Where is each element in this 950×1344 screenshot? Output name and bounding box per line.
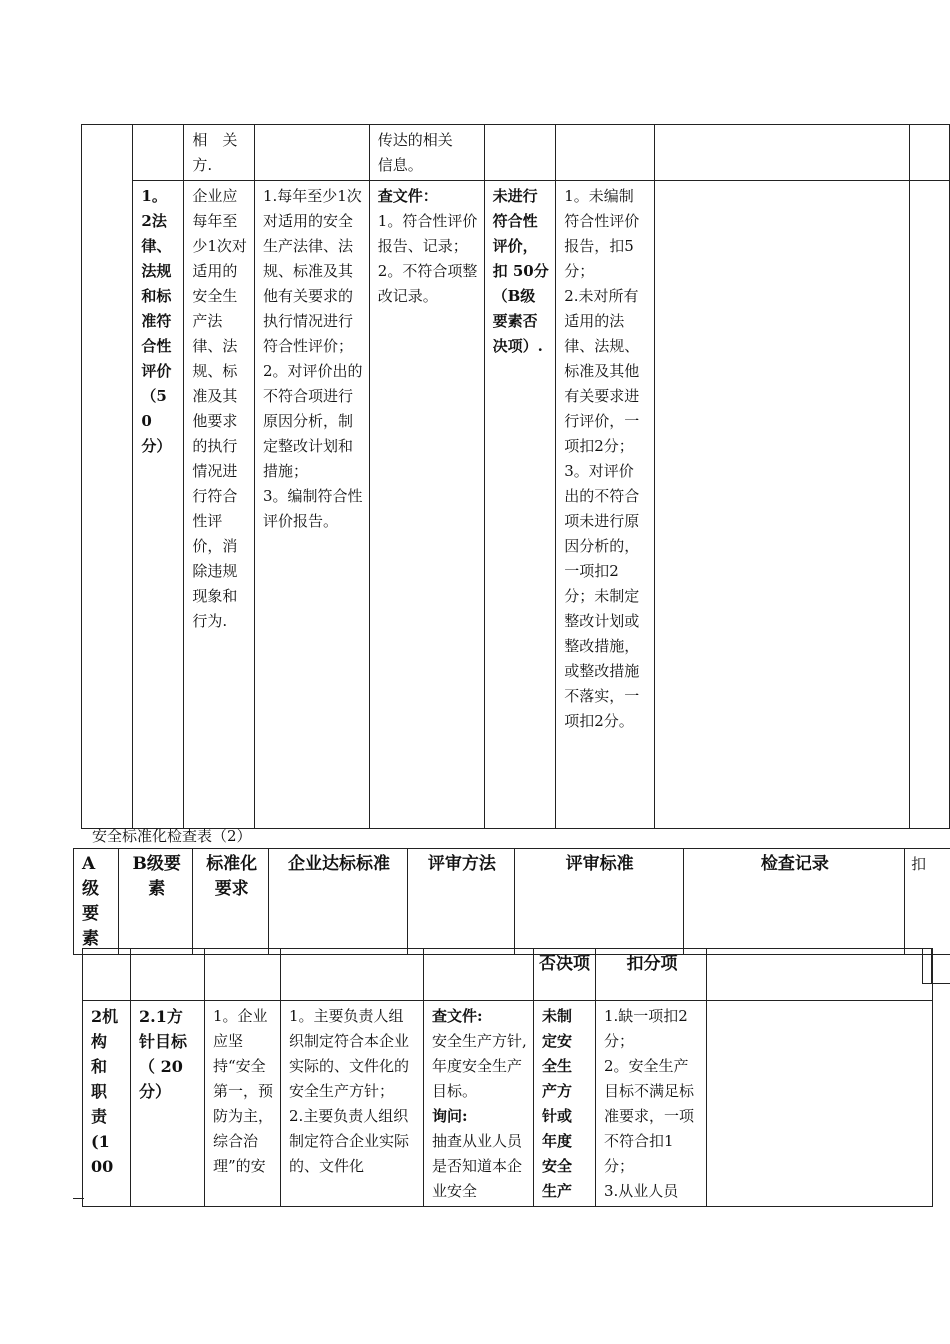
deduction-cell	[556, 125, 655, 181]
b-element-cell	[131, 949, 205, 1001]
veto-cell: 未制定安全生产方针或年度安全生产	[534, 1001, 596, 1207]
header-std-requirement: 标准化要求	[193, 849, 268, 955]
bottom-rule	[73, 1198, 84, 1199]
header-check-record: 检查记录	[683, 849, 904, 955]
review-method-body: 安全生产方针,年度安全生产目标。	[432, 1032, 527, 1100]
enterprise-standard-cell: 1.每年至少1次对适用的安全生产法律、法规、标准及其他有关要求的执行情况进行符合性评价； 2。对评价出的不符合项进行原因分析，制定整改计划和措施； 3。编制符合性评价报告。	[254, 181, 369, 829]
table-row	[83, 1001, 933, 1207]
review-method-title: 询问:	[432, 1107, 468, 1125]
deduct-cell	[910, 181, 950, 829]
enterprise-standard-cell	[281, 949, 424, 1001]
header-a-element: A级要素	[74, 849, 119, 955]
header-enterprise-standard: 企业达标标准	[268, 849, 407, 955]
review-method-cell	[369, 181, 484, 829]
review-method-cell: 传达的相关 信息。	[369, 125, 484, 181]
table-caption: 安全标准化检查表（2）	[92, 827, 252, 845]
deduct-cell	[910, 125, 950, 181]
right-edge-line	[922, 983, 950, 984]
b-element-cell: 1。2法律、法规和标准符合性评价（50分）	[133, 181, 184, 829]
bottom-table	[82, 948, 933, 1207]
b-element-cell: 2.1方 针目标（ 20分）	[131, 1001, 205, 1207]
veto-cell	[484, 125, 556, 181]
std-requirement-cell: 企业应每年至少1次对适用的安全生产法律、法规、标准及其他要求的执行情况进行符合性评价，消除违规现象和行为.	[184, 181, 255, 829]
review-method-body: 抽查从业人员是否知道本企业安全	[432, 1132, 523, 1200]
review-method-cell	[424, 1001, 534, 1207]
header-table	[73, 848, 950, 955]
a-element-cell: 2机构和职责(100	[83, 1001, 131, 1207]
std-requirement-cell: 相 关 方.	[184, 125, 255, 181]
right-edge-line	[922, 948, 923, 984]
a-element-cell	[82, 125, 133, 829]
check-record-cell	[707, 1001, 933, 1207]
right-edge-line	[931, 948, 932, 984]
header-deduction: 扣分项	[596, 949, 707, 1001]
deduction-cell: 1。未编制符合性评价报告，扣5分； 2.未对所有适用的法律、法规、标准及其他有关要求进行评价，一项扣2分； 3。对评价出的不符合项未进行原因分析的，一项扣2分；未制定整改计划或整改措施，或整改措施不落实，一项扣2分。	[556, 181, 655, 829]
review-method-title: 查文件：	[377, 187, 438, 205]
b-element-cell	[133, 125, 184, 181]
review-method-title: 查文件:	[432, 1007, 483, 1025]
check-record-cell	[655, 125, 910, 181]
deduction-cell: 1.缺一项扣2分； 2。安全生产目标不满足标准要求，一项不符合扣1分； 3.从业人员	[596, 1001, 707, 1207]
review-method-cell	[424, 949, 534, 1001]
top-table	[81, 124, 950, 829]
header-deduct: 扣	[905, 849, 950, 955]
check-record-cell	[655, 181, 910, 829]
header-veto: 否决项	[534, 949, 596, 1001]
a-element-cell	[83, 949, 131, 1001]
veto-cell: 未进行符合性评价，扣 50分（B级要素否决项）.	[484, 181, 556, 829]
table-row	[82, 125, 950, 181]
header-b-element: B级要素	[118, 849, 193, 955]
table-row	[82, 181, 950, 829]
header-review-method: 评审方法	[408, 849, 514, 955]
review-method-body: 1。符合性评价报告、记录； 2。不符合项整改记录。	[377, 212, 478, 305]
enterprise-standard-cell: 1。主要负责人组织制定符合本企业实际的、文件化的安全生产方针； 2.主要负责人组织制定符合企业实际的、文件化	[281, 1001, 424, 1207]
header-review-standard: 评审标准	[514, 849, 683, 955]
std-requirement-cell	[205, 949, 281, 1001]
std-requirement-cell: 1。企业应坚持“安全第一，预防为主，综合治理”的安	[205, 1001, 281, 1207]
enterprise-standard-cell	[254, 125, 369, 181]
check-record-cell	[707, 949, 933, 1001]
